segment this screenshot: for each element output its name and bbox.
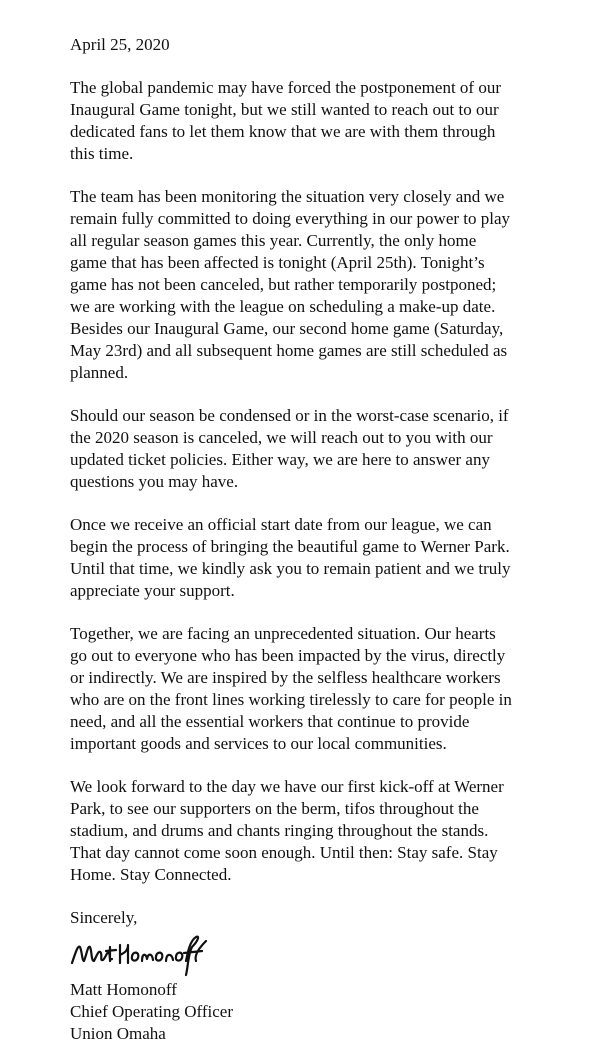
signer-title: Chief Operating Officer	[70, 1002, 234, 1021]
closing: Sincerely,	[70, 908, 138, 927]
paragraph-2: The team has been monitoring the situation very closely and we remain fully committed to doing everything in our power to play all regular season games this year. Currently, the only home game that has been affected is tonight (April 25th). Tonight’s game has not been canceled, but rather temporarily postponed; we are working with the league on scheduling a make-up date. Besides our Inaugural Game, our second home game (Saturday, May 23rd) and all subsequent home games are still scheduled as planned.	[70, 187, 511, 382]
paragraph-5: Together, we are facing an unprecedented situation. Our hearts go out to everyone who has been impacted by the virus, directly or indirectly. We are inspired by the selfless healthcare workers who are on the front lines working tirelessly to care for people in need, and all the essential workers that continue to provide important goods and services to our local communities.	[70, 624, 512, 753]
letter-date: April 25, 2020	[70, 35, 170, 54]
signer-block	[70, 979, 590, 1045]
paragraph-1: The global pandemic may have forced the postponement of our Inaugural Game tonight, but we still wanted to reach out to our dedicated fans to let them know that we are with them through this time.	[70, 78, 501, 163]
signature-image	[70, 933, 210, 977]
letter	[70, 34, 590, 1045]
handwritten-signature	[70, 933, 210, 977]
signer-name: Matt Homonoff	[70, 980, 177, 999]
paragraph-4: Once we receive an official start date from our league, we can begin the process of bringing the beautiful game to Werner Park. Until that time, we kindly ask you to remain patient and we truly appreciate your support.	[70, 515, 511, 600]
paragraph-3: Should our season be condensed or in the worst-case scenario, if the 2020 season is canceled, we will reach out to you with our updated ticket policies. Either way, we are here to answer any questions you may have.	[70, 406, 509, 491]
paragraph-6: We look forward to the day we have our first kick-off at Werner Park, to see our supporters on the berm, tifos throughout the stadium, and drums and chants ringing throughout the stands. That day cannot come soon enough. Until then: Stay safe. Stay Home. Stay Connected.	[70, 777, 504, 884]
signer-organization: Union Omaha	[70, 1024, 166, 1043]
